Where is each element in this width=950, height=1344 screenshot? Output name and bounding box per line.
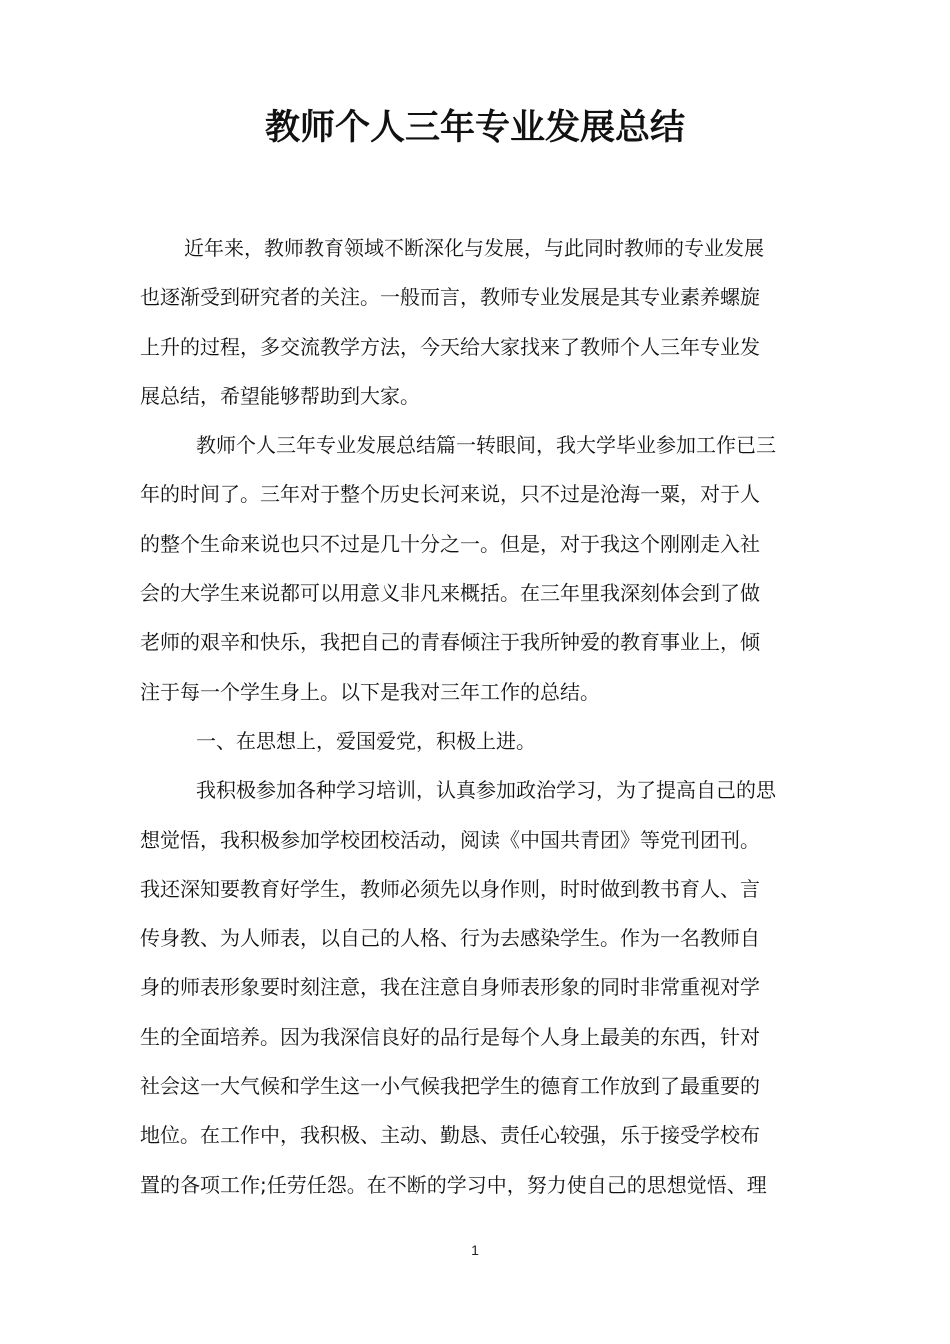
paragraph-line: 的整个生命来说也只不过是几十分之一。但是，对于我这个刚刚走入社 <box>140 531 760 556</box>
document-title: 教师个人三年专业发展总结 <box>264 108 685 148</box>
paragraph-line: 我还深知要教育好学生，教师必须先以身作则，时时做到教书育人、言 <box>140 876 760 901</box>
section-heading: 一、在思想上，爱国爱党，积极上进。 <box>196 728 536 753</box>
paragraph-line: 会的大学生来说都可以用意义非凡来概括。在三年里我深刻体会到了做 <box>140 581 760 606</box>
paragraph-line: 生的全面培养。因为我深信良好的品行是每个人身上最美的东西，针对 <box>140 1024 760 1049</box>
paragraph-line: 近年来，教师教育领域不断深化与发展，与此同时教师的专业发展 <box>184 236 764 260</box>
paragraph-line: 身的师表形象要时刻注意，我在注意自身师表形象的同时非常重视对学 <box>140 975 760 1000</box>
paragraph-line: 上升的过程，多交流教学方法，今天给大家找来了教师个人三年专业发 <box>140 334 760 359</box>
paragraph-line: 传身教、为人师表，以自己的人格、行为去感染学生。作为一名教师自 <box>140 926 760 951</box>
paragraph-line: 教师个人三年专业发展总结篇一转眼间，我大学毕业参加工作已三 <box>196 433 776 458</box>
document-body <box>140 224 815 1210</box>
paragraph-line: 也逐渐受到研究者的关注。一般而言，教师专业发展是其专业素养螺旋 <box>140 285 760 310</box>
paragraph-line: 年的时间了。三年对于整个历史长河来说，只不过是沧海一粟，对于人 <box>140 482 760 507</box>
paragraph-line: 想觉悟，我积极参加学校团校活动，阅读《中国共青团》等党刊团刊。 <box>140 827 760 852</box>
paragraph-line: 置的各项工作;任劳任怨。在不断的学习中，努力使自己的思想觉悟、理 <box>140 1172 767 1197</box>
paragraph-line: 老师的艰辛和快乐，我把自己的青春倾注于我所钟爱的教育事业上，倾 <box>140 630 760 655</box>
paragraph-line: 我积极参加各种学习培训，认真参加政治学习，为了提高自己的思 <box>196 778 776 803</box>
page-number: 1 <box>471 1242 479 1258</box>
paragraph-line: 注于每一个学生身上。以下是我对三年工作的总结。 <box>140 679 600 704</box>
paragraph-line: 社会这一大气候和学生这一小气候我把学生的德育工作放到了最重要的 <box>140 1074 760 1099</box>
paragraph-line: 地位。在工作中，我积极、主动、勤恳、责任心较强，乐于接受学校布 <box>140 1123 760 1148</box>
paragraph-line: 展总结，希望能够帮助到大家。 <box>140 383 420 408</box>
